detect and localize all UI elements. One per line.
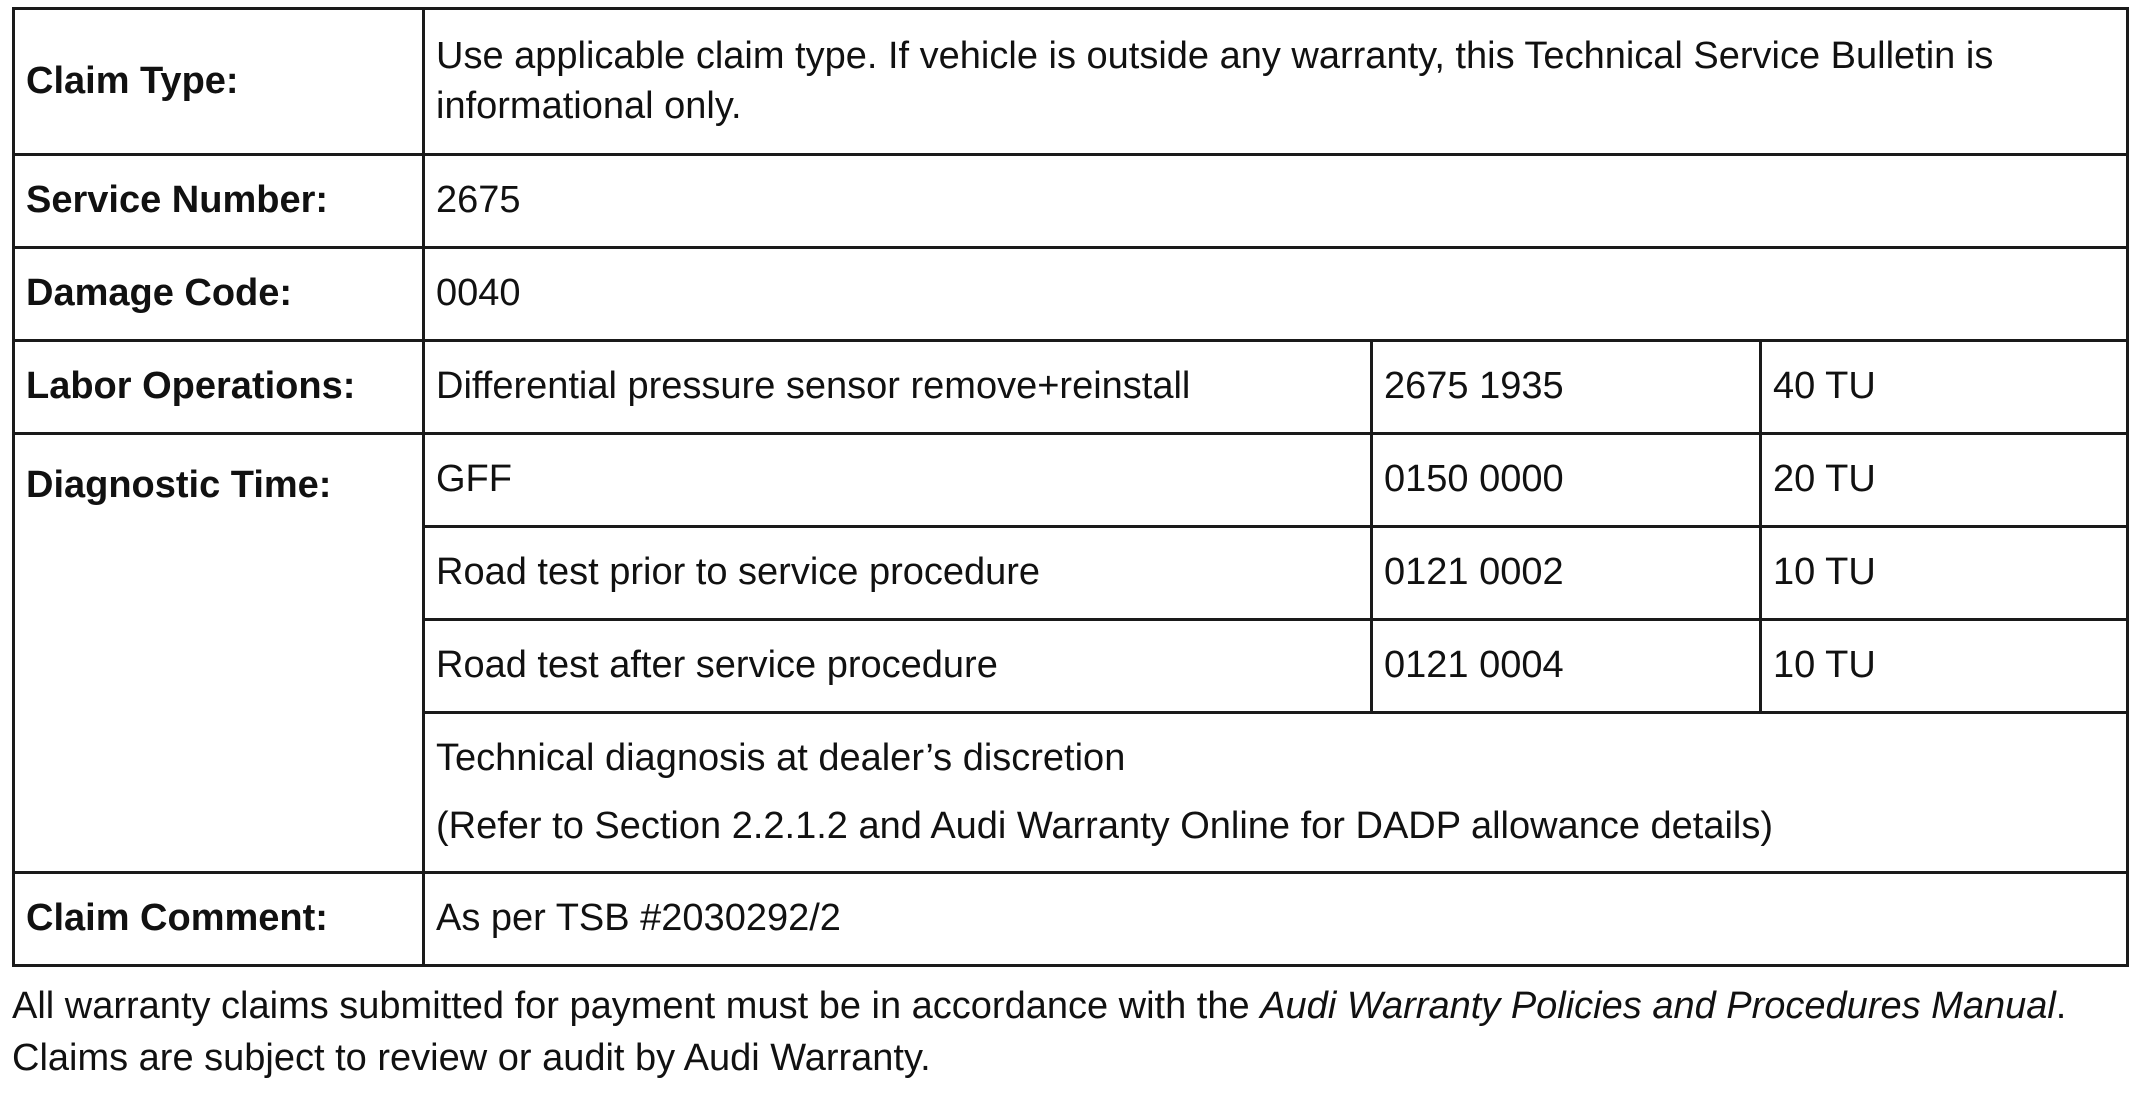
diagnostic-description: GFF [424, 434, 1372, 527]
diagnostic-description: Road test after service procedure [424, 620, 1372, 713]
claim-type-label: Claim Type: [14, 9, 424, 155]
diagnostic-note-line2: (Refer to Section 2.2.1.2 and Audi Warranty Online for DADP allowance details) [436, 804, 1774, 847]
service-number-label: Service Number: [14, 155, 424, 248]
damage-code-value: 0040 [424, 248, 2128, 341]
service-number-value: 2675 [424, 155, 2128, 248]
labor-operation-description: Differential pressure sensor remove+reinstall [424, 341, 1372, 434]
diagnostic-note-line1: Technical diagnosis at dealer’s discretion [436, 737, 1126, 780]
diagnostic-code: 0121 0004 [1372, 620, 1761, 713]
claim-type-value: Use applicable claim type. If vehicle is outside any warranty, this Technical Service Bulletin is informational only. [424, 9, 2128, 155]
warranty-footer-note [12, 980, 2126, 1085]
diagnostic-time-row [14, 434, 2128, 527]
damage-code-label: Damage Code: [14, 248, 424, 341]
warranty-claim-table [12, 7, 2129, 967]
labor-operation-code: 2675 1935 [1372, 341, 1761, 434]
claim-comment-label: Claim Comment: [14, 873, 424, 966]
damage-code-row [14, 248, 2128, 341]
diagnostic-time: 10 TU [1761, 620, 2128, 713]
diagnostic-note [424, 713, 2128, 873]
footer-text-before: All warranty claims submitted for payment must be in accordance with the [12, 985, 1261, 1027]
diagnostic-time-label: Diagnostic Time: [14, 434, 424, 873]
diagnostic-code: 0150 0000 [1372, 434, 1761, 527]
diagnostic-description: Road test prior to service procedure [424, 527, 1372, 620]
diagnostic-code: 0121 0002 [1372, 527, 1761, 620]
service-number-row [14, 155, 2128, 248]
claim-comment-row [14, 873, 2128, 966]
claim-type-row [14, 9, 2128, 155]
footer-text-after: . Claims are subject to review or audit by Audi Warranty. [12, 985, 2067, 1080]
diagnostic-time: 20 TU [1761, 434, 2128, 527]
claim-comment-value: As per TSB #2030292/2 [424, 873, 2128, 966]
labor-operation-time: 40 TU [1761, 341, 2128, 434]
warranty-manual-title: Audi Warranty Policies and Procedures Manual [1260, 985, 2056, 1027]
labor-operations-label: Labor Operations: [14, 341, 424, 434]
diagnostic-time: 10 TU [1761, 527, 2128, 620]
labor-operations-row [14, 341, 2128, 434]
